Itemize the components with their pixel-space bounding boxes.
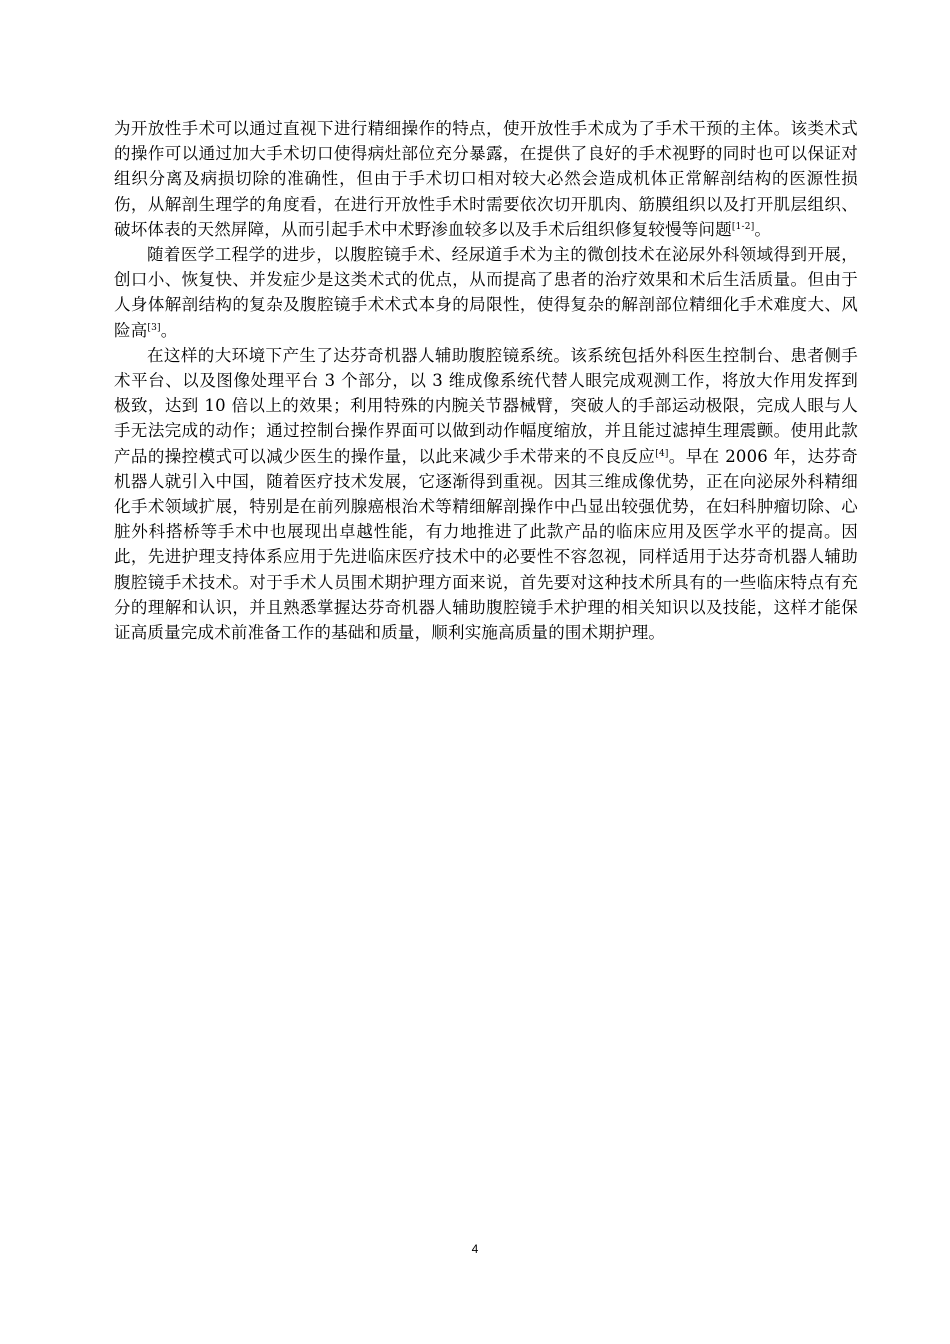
paragraph-3-tail: 。早在 2006 年，达芬奇机器人就引入中国，随着医疗技术发展，它逐渐得到重视。因其三维成像优势，正在向泌尿外科精细化手术领域扩展，特别是在前列腺癌根治术等精细解剖操作中凸显出较强优势，在妇科肿瘤切除、心脏外科搭桥等手术中也展现出卓越性能，有力地推进了此款产品的临床应用及医学水平的提高。因此，先进护理支持体系应用于先进临床医疗技术中的必要性不容忽视，同样适用于达芬奇机器人辅助腹腔镜手术技术。对于手术人员围术期护理方面来说，首先要对这种技术所具有的一些临床特点有充分的理解和认识，并且熟悉掌握达芬奇机器人辅助腹腔镜手术护理的相关知识以及技能，这样才能保证高质量完成术前准备工作的基础和质量，顺利实施高质量的围术期护理。 <box>114 446 859 643</box>
paragraph-3 <box>114 343 858 645</box>
paragraph-2-tail: 。 <box>160 320 178 340</box>
citation-4: [4] <box>655 448 669 459</box>
paragraph-1-text: 为开放性手术可以通过直视下进行精细操作的特点，使开放性手术成为了手术干预的主体。该类术式的操作可以通过加大手术切口使得病灶部位充分暴露，在提供了良好的手术视野的同时也可以保证对组织分离及病损切除的准确性，但由于手术切口相对较大必然会造成机体正常解剖结构的医源性损伤，从解剖生理学的角度看，在进行开放性手术时需要依次切开肌肉、筋膜组织以及打开肌层组织、破坏体表的天然屏障，从而引起手术中术野渗血较多以及手术后组织修复较慢等问题 <box>114 119 858 239</box>
paragraph-1-tail: 。 <box>754 219 772 239</box>
paragraph-2-text: 随着医学工程学的进步，以腹腔镜手术、经尿道手术为主的微创技术在泌尿外科领域得到开展，创口小、恢复快、并发症少是这类术式的优点，从而提高了患者的治疗效果和术后生活质量。但由于人身体解剖结构的复杂及腹腔镜手术术式本身的局限性，使得复杂的解剖部位精细化手术难度大、风险高 <box>114 245 858 340</box>
citation-3: [3] <box>147 322 161 333</box>
paragraph-3-text: 在这样的大环境下产生了达芬奇机器人辅助腹腔镜系统。该系统包括外科医生控制台、患者侧手术平台、以及图像处理平台 3 个部分，以 3 维成像系统代替人眼完成观测工作，将放大作用发挥到极致，达到 10 倍以上的效果；利用特殊的内腕关节器械臂，突破人的手部运动极限，完成人眼与人手无法完成的动作；通过控制台操作界面可以做到动作幅度缩放，并且能过滤掉生理震颤。使用此款产品的操控模式可以减少医生的操作量，以此来减少手术带来的不良反应 <box>114 345 858 466</box>
citation-1-2: [1-2] <box>731 221 755 232</box>
paragraph-2 <box>114 242 858 343</box>
page-number: 4 <box>471 1242 479 1256</box>
paragraph-1 <box>114 116 858 242</box>
body-text <box>114 116 858 645</box>
